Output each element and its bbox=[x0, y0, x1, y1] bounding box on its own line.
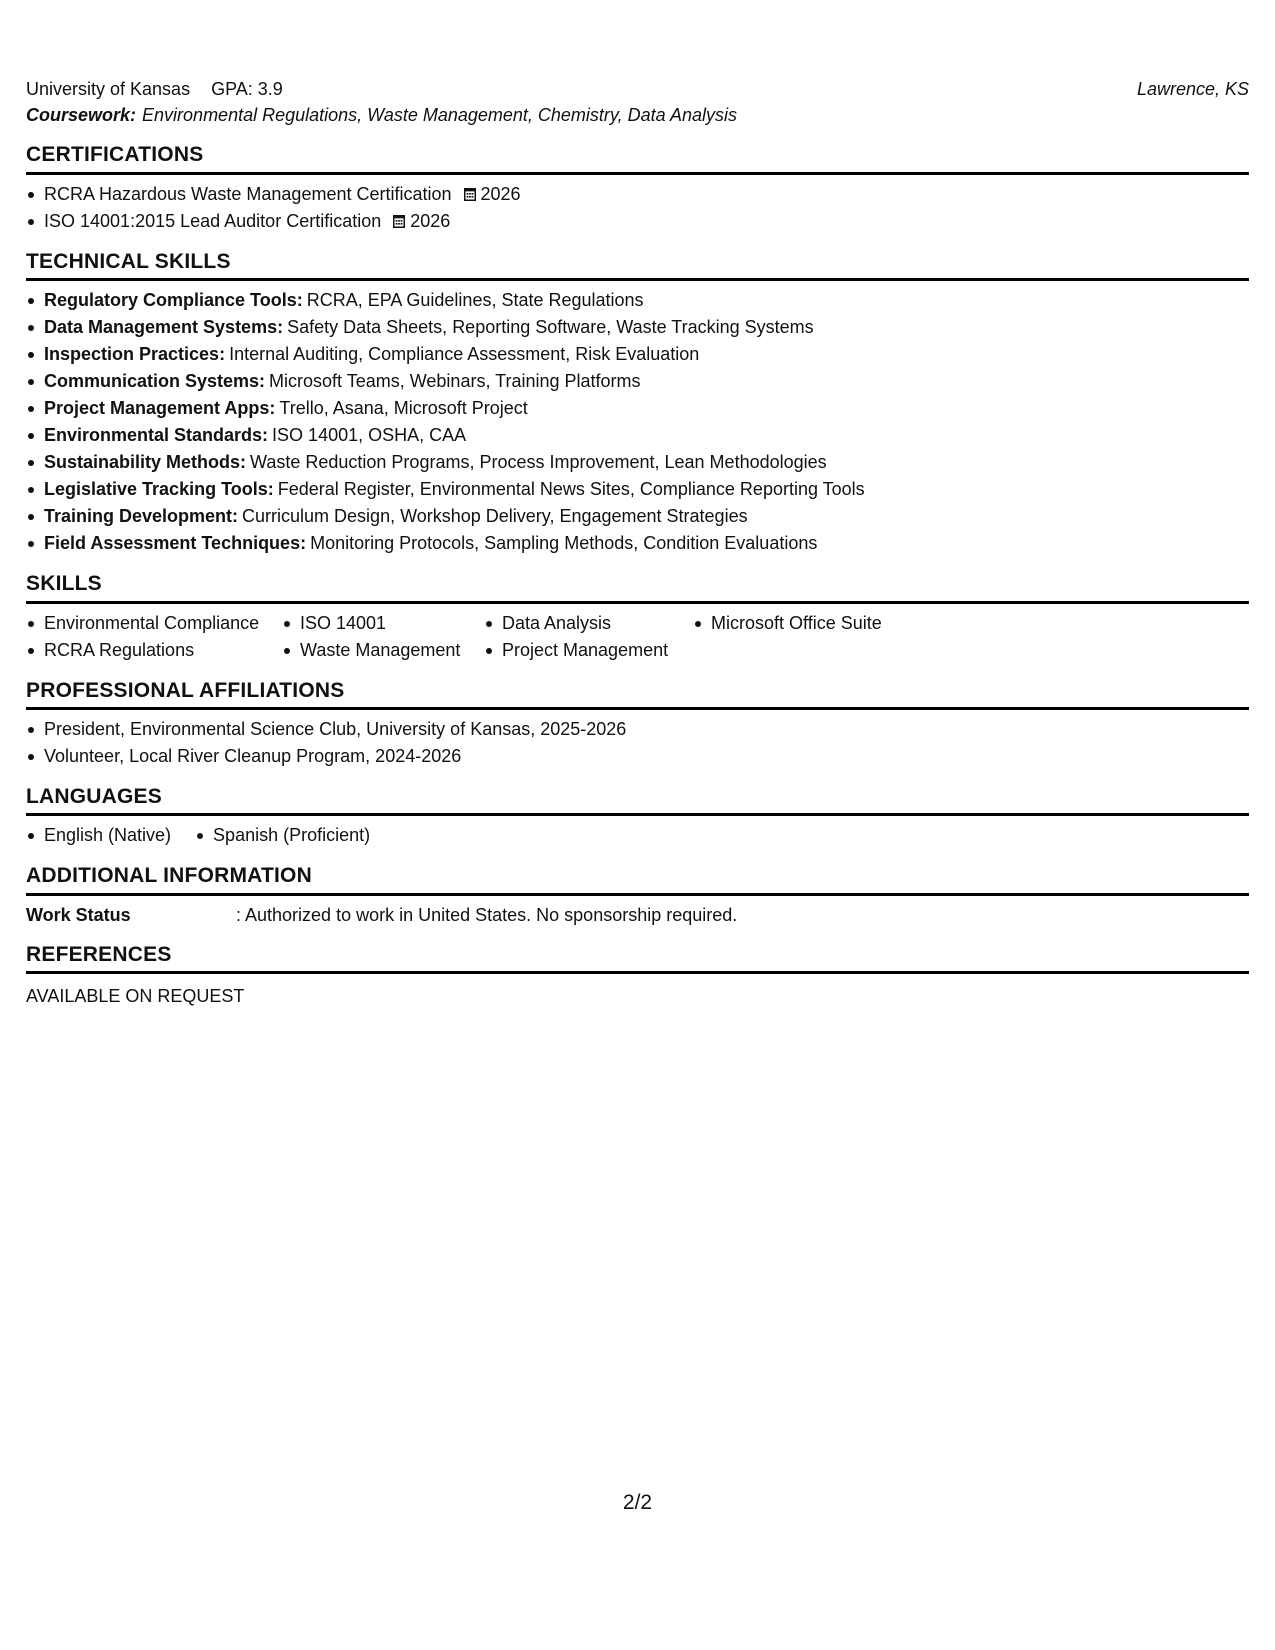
skill-item: Waste Management bbox=[300, 637, 502, 664]
certification-item bbox=[44, 181, 1249, 208]
technical-skill-label: Field Assessment Techniques: bbox=[44, 533, 307, 554]
certifications-list bbox=[26, 181, 1249, 235]
affiliations-heading: PROFESSIONAL AFFILIATIONS bbox=[26, 676, 1249, 710]
language-item: English (Native) bbox=[44, 822, 171, 849]
skills-list bbox=[26, 610, 1249, 664]
resume-page bbox=[26, 76, 1249, 1009]
affiliation-item: President, Environmental Science Club, University of Kansas, 2025-2026 bbox=[44, 716, 1249, 743]
certification-item bbox=[44, 208, 1249, 235]
skill-item: Microsoft Office Suite bbox=[711, 610, 971, 637]
technical-skill-label: Data Management Systems: bbox=[44, 317, 284, 338]
technical-skill-label: Inspection Practices: bbox=[44, 344, 226, 365]
languages-heading: LANGUAGES bbox=[26, 782, 1249, 816]
technical-skill-value: Microsoft Teams, Webinars, Training Platforms bbox=[269, 371, 641, 392]
technical-skill-item bbox=[44, 287, 1249, 314]
technical-skill-value: Waste Reduction Programs, Process Improvement, Lean Methodologies bbox=[250, 452, 827, 473]
technical-skill-item bbox=[44, 449, 1249, 476]
technical-skill-value: Curriculum Design, Workshop Delivery, Engagement Strategies bbox=[242, 506, 748, 527]
coursework-label: Coursework: bbox=[26, 105, 137, 126]
work-status-value: : Authorized to work in United States. No sponsorship required. bbox=[236, 904, 738, 925]
affiliation-item: Volunteer, Local River Cleanup Program, 2024-2026 bbox=[44, 743, 1249, 770]
school-name: University of Kansas bbox=[26, 79, 191, 99]
education-section bbox=[26, 76, 1249, 128]
references-text: AVAILABLE ON REQUEST bbox=[26, 986, 245, 1007]
technical-skill-label: Sustainability Methods: bbox=[44, 452, 247, 473]
technical-skill-label: Legislative Tracking Tools: bbox=[44, 479, 274, 500]
technical-skill-label: Environmental Standards: bbox=[44, 425, 269, 446]
technical-skill-item bbox=[44, 530, 1249, 557]
skill-item: Environmental Compliance bbox=[44, 610, 300, 637]
education-row bbox=[26, 76, 1249, 102]
technical-skill-item bbox=[44, 476, 1249, 503]
education-left bbox=[26, 76, 283, 102]
skill-item: Data Analysis bbox=[502, 610, 711, 637]
affiliations-list bbox=[26, 716, 1249, 770]
technical-skill-label: Training Development: bbox=[44, 506, 239, 527]
technical-skill-item bbox=[44, 503, 1249, 530]
languages-section bbox=[26, 782, 1249, 849]
language-item: Spanish (Proficient) bbox=[213, 822, 370, 849]
certifications-heading: CERTIFICATIONS bbox=[26, 140, 1249, 174]
coursework-list: Environmental Regulations, Waste Management, Chemistry, Data Analysis bbox=[142, 105, 737, 126]
certification-name: ISO 14001:2015 Lead Auditor Certification bbox=[44, 210, 382, 231]
certification-name: RCRA Hazardous Waste Management Certification bbox=[44, 183, 452, 204]
work-status-label: Work Status bbox=[26, 904, 131, 925]
school-location: Lawrence, KS bbox=[1136, 79, 1249, 99]
additional-info-heading: ADDITIONAL INFORMATION bbox=[26, 861, 1249, 895]
technical-skill-item bbox=[44, 368, 1249, 395]
coursework-line bbox=[26, 102, 1249, 128]
technical-skill-item bbox=[44, 395, 1249, 422]
languages-list bbox=[26, 822, 1249, 849]
skill-item: Project Management bbox=[502, 637, 711, 664]
technical-skill-value: RCRA, EPA Guidelines, State Regulations bbox=[306, 290, 644, 311]
skill-item: RCRA Regulations bbox=[44, 637, 300, 664]
affiliations-section bbox=[26, 676, 1249, 770]
technical-skills-list bbox=[26, 287, 1249, 557]
technical-skill-value: Monitoring Protocols, Sampling Methods, Condition Evaluations bbox=[310, 533, 818, 554]
technical-skill-value: Internal Auditing, Compliance Assessment, Risk Evaluation bbox=[229, 344, 700, 365]
technical-skill-item bbox=[44, 314, 1249, 341]
technical-skill-value: Federal Register, Environmental News Sites, Compliance Reporting Tools bbox=[277, 479, 865, 500]
calendar-icon bbox=[393, 214, 405, 228]
technical-skill-value: ISO 14001, OSHA, CAA bbox=[272, 425, 467, 446]
technical-skill-value: Safety Data Sheets, Reporting Software, Waste Tracking Systems bbox=[287, 317, 814, 338]
certification-year: 2026 bbox=[410, 210, 451, 231]
technical-skills-heading: TECHNICAL SKILLS bbox=[26, 247, 1249, 281]
references-heading: REFERENCES bbox=[26, 940, 1249, 974]
calendar-icon bbox=[464, 187, 476, 201]
technical-skill-label: Communication Systems: bbox=[44, 371, 266, 392]
technical-skills-section bbox=[26, 247, 1249, 557]
certification-year: 2026 bbox=[480, 183, 521, 204]
additional-info-section bbox=[26, 861, 1249, 928]
gpa: GPA: 3.9 bbox=[211, 79, 283, 99]
technical-skill-label: Project Management Apps: bbox=[44, 398, 276, 419]
technical-skill-value: Trello, Asana, Microsoft Project bbox=[279, 398, 528, 419]
technical-skill-item bbox=[44, 422, 1249, 449]
technical-skill-item bbox=[44, 341, 1249, 368]
page-number: 2/2 bbox=[622, 1491, 653, 1514]
certifications-section bbox=[26, 140, 1249, 234]
skills-section bbox=[26, 569, 1249, 663]
references-section bbox=[26, 940, 1249, 1010]
work-status-row bbox=[26, 902, 1249, 928]
technical-skill-label: Regulatory Compliance Tools: bbox=[44, 290, 303, 311]
skill-item: ISO 14001 bbox=[300, 610, 502, 637]
skills-heading: SKILLS bbox=[26, 569, 1249, 603]
